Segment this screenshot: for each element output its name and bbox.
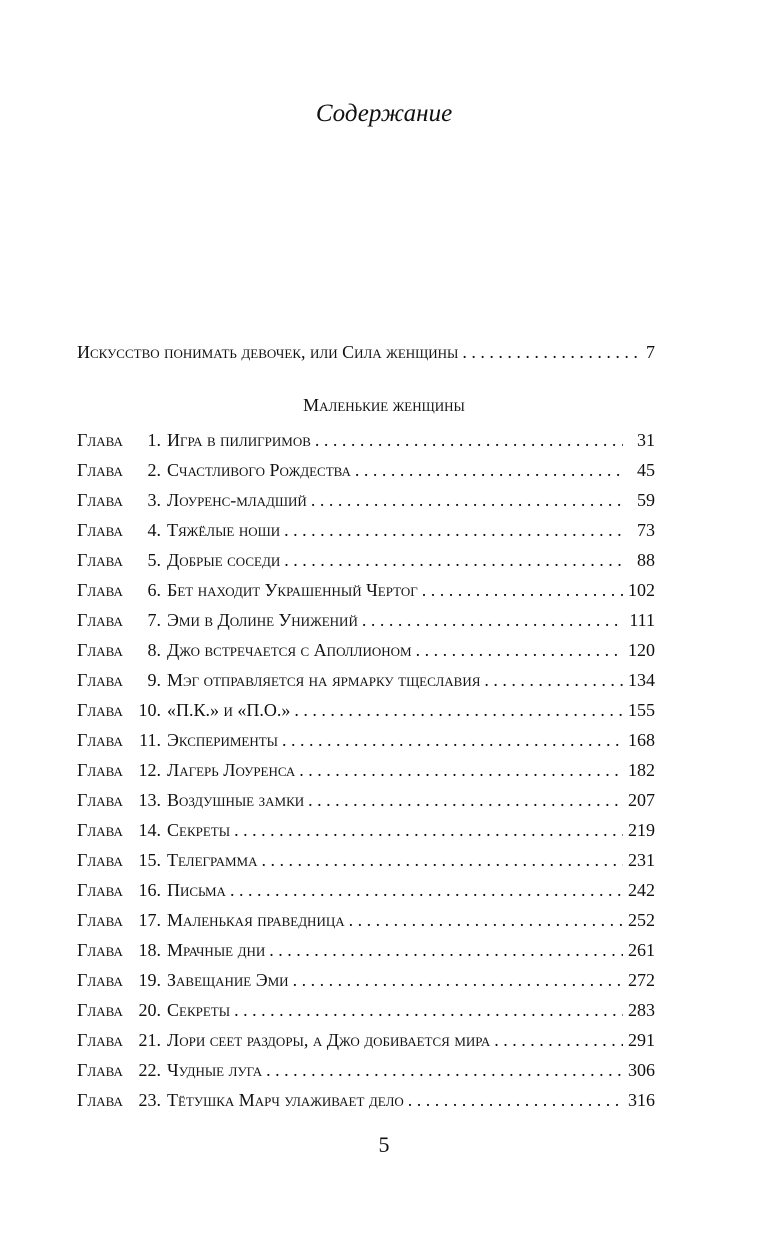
- chapter-title: Эми в Долине Унижений: [167, 610, 358, 630]
- chapter-number: 19.: [138, 970, 161, 990]
- chapter-number: 8.: [147, 640, 161, 660]
- chapter-title: Мэг отправляется на ярмарку тщеславия: [167, 670, 481, 690]
- dot-leader: [282, 730, 623, 751]
- dot-leader: [311, 490, 623, 511]
- chapter-number: 7.: [147, 610, 161, 630]
- toc-chapter-row: [77, 490, 655, 520]
- chapter-label: Глава: [77, 790, 123, 810]
- dot-leader: [262, 850, 624, 871]
- chapter-label: Глава: [77, 520, 123, 540]
- chapter-number: 15.: [138, 850, 161, 870]
- dot-leader: [284, 550, 623, 571]
- chapter-number: 1.: [147, 430, 161, 450]
- chapter-label: Глава: [77, 730, 123, 750]
- toc-chapter-row: [77, 580, 655, 610]
- chapter-page: 283: [628, 1000, 655, 1020]
- table-of-contents: [77, 430, 655, 1120]
- chapter-number: 18.: [138, 940, 161, 960]
- chapter-number: 10.: [138, 700, 161, 720]
- chapter-title: Телеграмма: [167, 850, 258, 870]
- chapter-title: Лагерь Лоуренса: [167, 760, 296, 780]
- chapter-title: Лори сеет раздоры, а Джо добивается мира: [167, 1030, 491, 1050]
- chapter-page: 242: [628, 880, 655, 900]
- dot-leader: [315, 430, 623, 451]
- chapter-number: 4.: [147, 520, 161, 540]
- chapter-page: 306: [628, 1060, 655, 1080]
- dot-leader: [462, 342, 642, 363]
- toc-chapter-row: [77, 1030, 655, 1060]
- chapter-number: 14.: [138, 820, 161, 840]
- chapter-title: Счастливого Рождества: [167, 460, 351, 480]
- chapter-label: Глава: [77, 580, 123, 600]
- chapter-page: 291: [628, 1030, 655, 1050]
- chapter-label: Глава: [77, 490, 123, 510]
- chapter-page: 73: [637, 520, 655, 540]
- toc-chapter-row: [77, 520, 655, 550]
- chapter-page: 31: [637, 430, 655, 450]
- dot-leader: [299, 760, 623, 781]
- toc-chapter-row: [77, 460, 655, 490]
- dot-leader: [294, 700, 623, 721]
- toc-chapter-row: [77, 850, 655, 880]
- chapter-number: 20.: [138, 1000, 161, 1020]
- chapter-number: 2.: [147, 460, 161, 480]
- dot-leader: [269, 940, 623, 961]
- toc-chapter-row: [77, 670, 655, 700]
- chapter-page: 111: [629, 610, 655, 630]
- toc-intro-page: 7: [646, 342, 655, 362]
- toc-chapter-row: [77, 1090, 655, 1120]
- chapter-title: Бет находит Украшенный Чертог: [167, 580, 418, 600]
- dot-leader: [484, 670, 623, 691]
- chapter-page: 261: [628, 940, 655, 960]
- page-number: 5: [378, 1132, 390, 1157]
- toc-chapter-row: [77, 820, 655, 850]
- chapter-page: 102: [628, 580, 655, 600]
- chapter-page: 59: [637, 490, 655, 510]
- chapter-label: Глава: [77, 460, 123, 480]
- chapter-number: 22.: [138, 1060, 161, 1080]
- chapter-label: Глава: [77, 940, 123, 960]
- chapter-number: 16.: [138, 880, 161, 900]
- chapter-label: Глава: [77, 1000, 123, 1020]
- chapter-page: 182: [628, 760, 655, 780]
- page-title: Содержание: [315, 100, 453, 127]
- dot-leader: [362, 610, 623, 631]
- chapter-title: Секреты: [167, 1000, 231, 1020]
- chapter-page: 207: [628, 790, 655, 810]
- chapter-page: 120: [628, 640, 655, 660]
- dot-leader: [234, 820, 623, 841]
- dot-leader: [422, 580, 623, 601]
- chapter-label: Глава: [77, 760, 123, 780]
- dot-leader: [494, 1030, 623, 1051]
- dot-leader: [293, 970, 623, 991]
- chapter-label: Глава: [77, 670, 123, 690]
- chapter-number: 11.: [139, 730, 161, 750]
- dot-leader: [234, 1000, 623, 1021]
- toc-chapter-row: [77, 610, 655, 640]
- chapter-label: Глава: [77, 640, 123, 660]
- chapter-number: 9.: [147, 670, 161, 690]
- chapter-page: 88: [637, 550, 655, 570]
- dot-leader: [230, 880, 623, 901]
- chapter-page: 45: [637, 460, 655, 480]
- toc-chapter-row: [77, 940, 655, 970]
- dot-leader: [284, 520, 623, 541]
- chapter-number: 6.: [147, 580, 161, 600]
- dot-leader: [266, 1060, 623, 1081]
- toc-chapter-row: [77, 1000, 655, 1030]
- toc-intro-entry: [77, 342, 655, 363]
- chapter-number: 23.: [138, 1090, 161, 1110]
- dot-leader: [416, 640, 623, 661]
- chapter-title: Завещание Эми: [167, 970, 289, 990]
- toc-chapter-row: [77, 760, 655, 790]
- chapter-title: Письма: [167, 880, 226, 900]
- chapter-number: 17.: [138, 910, 161, 930]
- toc-chapter-row: [77, 970, 655, 1000]
- dot-leader: [308, 790, 623, 811]
- chapter-title: Игра в пилигримов: [167, 430, 311, 450]
- chapter-number: 5.: [147, 550, 161, 570]
- chapter-title: «П.К.» и «П.О.»: [167, 700, 291, 720]
- chapter-page: 219: [628, 820, 655, 840]
- dot-leader: [408, 1090, 623, 1111]
- chapter-page: 155: [628, 700, 655, 720]
- chapter-title: Чудные луга: [167, 1060, 263, 1080]
- chapter-page: 168: [628, 730, 655, 750]
- chapter-label: Глава: [77, 820, 123, 840]
- chapter-label: Глава: [77, 430, 123, 450]
- dot-leader: [355, 460, 623, 481]
- chapter-label: Глава: [77, 1090, 123, 1110]
- section-title: Маленькие женщины: [303, 395, 465, 415]
- toc-chapter-row: [77, 1060, 655, 1090]
- chapter-number: 21.: [138, 1030, 161, 1050]
- chapter-page: 272: [628, 970, 655, 990]
- chapter-page: 231: [628, 850, 655, 870]
- chapter-title: Джо встречается с Аполлионом: [167, 640, 412, 660]
- chapter-page: 134: [628, 670, 655, 690]
- chapter-page: 252: [628, 910, 655, 930]
- chapter-title: Маленькая праведница: [167, 910, 345, 930]
- chapter-label: Глава: [77, 970, 123, 990]
- toc-chapter-row: [77, 700, 655, 730]
- toc-chapter-row: [77, 880, 655, 910]
- chapter-title: Тяжёлые ноши: [167, 520, 281, 540]
- chapter-title: Лоуренс-младший: [167, 490, 307, 510]
- toc-chapter-row: [77, 640, 655, 670]
- chapter-title: Тётушка Марч улаживает дело: [167, 1090, 404, 1110]
- chapter-label: Глава: [77, 910, 123, 930]
- chapter-title: Эксперименты: [167, 730, 279, 750]
- chapter-label: Глава: [77, 1030, 123, 1050]
- chapter-number: 12.: [138, 760, 161, 780]
- chapter-title: Добрые соседи: [167, 550, 281, 570]
- toc-intro-title: Искусство понимать девочек, или Сила женщины: [77, 342, 459, 362]
- chapter-title: Секреты: [167, 820, 231, 840]
- chapter-number: 3.: [147, 490, 161, 510]
- chapter-label: Глава: [77, 610, 123, 630]
- toc-chapter-row: [77, 430, 655, 460]
- chapter-label: Глава: [77, 880, 123, 900]
- chapter-label: Глава: [77, 700, 123, 720]
- dot-leader: [349, 910, 623, 931]
- toc-chapter-row: [77, 790, 655, 820]
- chapter-label: Глава: [77, 1060, 123, 1080]
- chapter-title: Воздушные замки: [167, 790, 305, 810]
- chapter-number: 13.: [138, 790, 161, 810]
- chapter-label: Глава: [77, 550, 123, 570]
- chapter-title: Мрачные дни: [167, 940, 266, 960]
- toc-chapter-row: [77, 730, 655, 760]
- chapter-page: 316: [628, 1090, 655, 1110]
- toc-chapter-row: [77, 550, 655, 580]
- toc-chapter-row: [77, 910, 655, 940]
- chapter-label: Глава: [77, 850, 123, 870]
